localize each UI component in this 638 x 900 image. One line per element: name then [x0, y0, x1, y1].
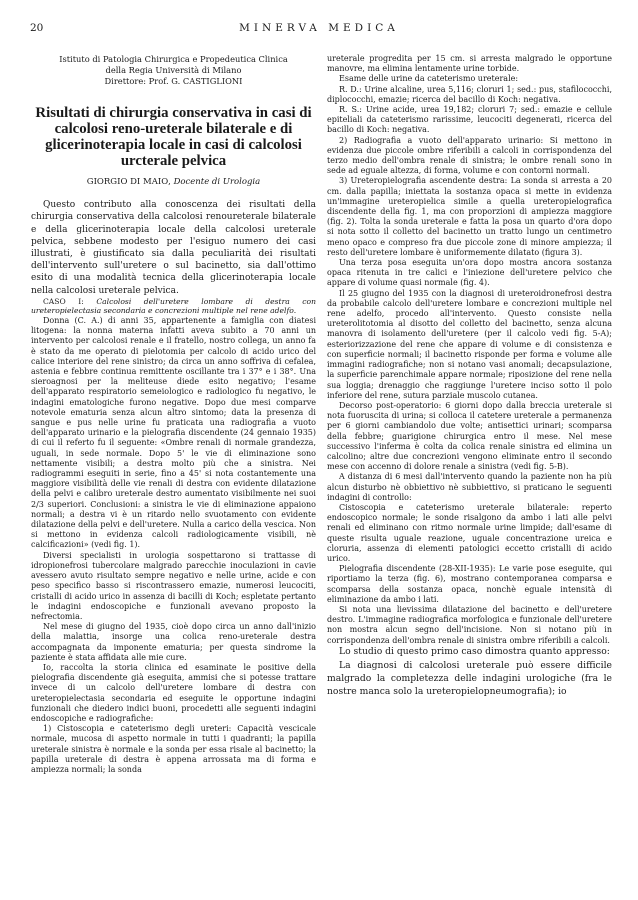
institution-block: [31, 54, 316, 87]
case-heading: [31, 297, 316, 316]
body-paragraph: Cistoscopia e cateterismo ureterale bilaterale: reperto endoscopico normale; le sonde risalgono da ambo i lati alle pelvi renali ed eliminano con ritmo normale urine limpide; dall'esame di queste risulta uguale reazione, uguale concentrazione ureica e cloruria, assenza di elementi patologici eccetto cristalli di acido urico.: [327, 502, 612, 563]
body-paragraph: 2) Radiografia a vuoto dell'apparato urinario: Si mettono in evidenza due piccole ombre riferibili a calcoli in corrispondenza del terzo medio dell'ombra renale di sinistra; le ombre renali sono in sede ad eguale altezza, di forma, volume e con contorni normali.: [327, 135, 612, 176]
page-number: 20: [30, 22, 44, 34]
body-paragraph: Pielografia discendente (28-XII-1935): Le varie pose eseguite, qui riportiamo la terza (fig. 6), mostrano contemporanea comparsa e scomparsa della sostanza opaca, nonchè eguale intensità di eliminazione da ambo i lati.: [327, 564, 612, 604]
body-paragraph: Io, raccolta la storia clinica ed esaminate le positive della pielografia discendente già eseguita, ammisi che si potesse trattare invece di un calcolo dell'uretere lombare di destra con ureteropielectasia secondaria ed eseguite le opportune indagini funzionali che diedero indici buoni, procedetti alle seguenti indagini endoscopiche e radiografiche:: [31, 662, 316, 723]
case-label: CASO I:: [43, 296, 84, 306]
body-paragraph: 3) Ureteropielografia ascendente destra: La sonda si arresta a 20 cm. dalla papilla; iniettata la sostanza opaca si mette in evidenza un'immagine ureteropielica simile a quella ureteropielografica discendente della fig. 1, ma con proporzioni di ampiezza maggiore (fig. 2). Tolta la sonda ureterale e fatta la posa un quarto d'ora dopo si nota sotto il colletto del bacinetto un tratto lungo un centimetro meno opaco e compreso fra due piccole zone di minore ampiezza; il resto dell'uretere lombare è uniformemente dilatato (figura 3).: [327, 176, 612, 257]
body-paragraph: R. S.: Urine acide, urea 19,182; cloruri 7; sed.: emazie e cellule epiteliali da cateterismo rarissime, leucociti degenerati, ricerca del bacillo di Koch: negativa.: [327, 105, 612, 135]
body-paragraph: 1) Cistoscopia e cateterismo degli ureteri: Capacità vescicale normale, mucosa di aspetto normale in tutti i quadranti; la papilla ureterale sinistra è normale e la sonda per essa risale al bacinetto; la papilla ureterale di destra è appena arrossata ma di forma e ampiezza normali; la sonda: [31, 724, 316, 774]
author-line: GIORGIO DI MAIO, Docente di Urologia: [86, 177, 261, 187]
case-title: Calcolosi dell'uretere lombare di destra con ureteropielectasia secondaria e concrezioni multiple nel rene adelfo.: [31, 296, 316, 316]
body-paragraph: Esame delle urine da cateterismo ureterale:: [339, 74, 519, 84]
article-title: Risultati di chirurgia conservativa in casi di calcolosi reno-ureterale bilaterale e di glicerinoterapia locale in casi di calcolosi urcterale pelvica: [35, 105, 312, 169]
left-column: [31, 54, 316, 775]
author-name: GIORGIO DI MAIO: [86, 177, 169, 187]
body-paragraph: ureterale progredita per 15 cm. si arresta malgrado le opportune manovre, ma elimina lentamente urine torbide.: [327, 54, 612, 74]
institution-line: Istituto di Patologia Chirurgica e Propedeutica Clinica: [59, 54, 288, 64]
body-paragraph: Nel mese di giugno del 1935, cioè dopo circa un anno dall'inizio della malattia, insorge una colica reno-ureterale destra accompagnata da imponente ematuria; per questa sindrome la paziente è stata affidata alle mie cure.: [31, 622, 316, 662]
body-paragraph: Diversi specialisti in urologia sospettarono si trattasse di idropionefrosi tubercolare malgrado parecchie inoculazioni in cavie avessero avuto risultato sempre negativo e nelle urine, acide e con peso specifico basso si riscontrassero emazie, numerosi leucociti, cristalli di acido urico in assenza di bacilli di Koch; espletate pertanto le indagini endoscopiche e funzionali avevano proposto la nefrectomia.: [31, 550, 316, 621]
body-paragraph: R. D.: Urine alcaline, urea 5,116; clorurі 1; sed.: pus, stafilococchi, diplococchi, emazie; ricerca del bacillo di Koch: negativa.: [327, 84, 612, 104]
author-role: Docente di Urologia: [173, 177, 261, 187]
body-paragraph: Il 25 giugno del 1935 con la diagnosi di ureteroidronefrosi destra da probabile calcolo dell'uretere lombare e concrezioni multiple nel rene adelfo, procedo all'intervento. Questo consiste nella ureterolitotomia al disotto del colletto del bacinetto, senza alcuna manovra di isolamento dell'uretere (per il calcolo vedi fig. 5-A); esteriorizzazione del rene che appare di volume e di consistenza e con superficie normali; il bacinetto risponde per forma e volume alle immagini radiografiche; non si notano vasi anomali; decapsulazione, la superficie parenchimale appare normale; riposizione del rene nella sua loggia; drenaggio che raggiunge l'uretere inciso sotto il polo inferiore del rene, sutura parziale muscolo cutanea.: [327, 288, 612, 400]
intro-paragraph: Questo contributo alla conoscenza dei risultati della chirurgia conservativa della calcolosi renoureterale bilaterale e della glicerinoterapia locale della calcolosi ureterale pelvica, sebbene modesto per l'esiguo numero dei casi illustrati, è giustificato sia dalla peculiarità dei risultati dell'intervento sull'uretere o sul bacinetto, sia dall'ottimo esito di una modalità tecnica della glicerinoterapia locale nella calcolosi ureterale pelvica.: [31, 200, 316, 296]
journal-title: MINERVA MEDICA: [239, 22, 399, 34]
conclusion-lead: Lo studio di questo primo caso dimostra quanto appresso:: [339, 645, 610, 657]
body-paragraph: A distanza di 6 mesi dall'intervento quando la paziente non ha più alcun disturbo nè obbiettivo nè subbiettivo, si praticano le seguenti indagini di controllo:: [327, 472, 612, 502]
body-paragraph: Donna (C. A.) di anni 35, appartenente a famiglia con diatesi litogena: la nonna materna infatti aveva subito a 70 anni un intervento per calcolosi renale e il fratello, nostro collega, un anno fa è stato da me operato di pielotomia per calcolo di acido urico del calice interiore del rene sinistro; da circa un anno soffriva di cefalea, astenia e febbre continua remittente oscillante tra i 37° e i 38°. Una sieroagnosi per la meliteuse diede esito negativo; l'esame dell'apparato respiratorio semeiologico e radiologico fu negativo, le indagini ematologiche furono negative. Dopo due mesi comparve notevole ematuria senza alcun altro sintomo; data la presenza di sangue e pus nelle urine fu praticata una radiografia a vuoto dell'apparato urinario e la pielografia discendente (24 gennaio 1935) di cui il referto fu il seguente: «Ombre renali di normale grandezza, uguali, in sede normale. Dopo 5' le vie di eliminazione sono nettamente visibili; a destra molto più che a sinistra. Nei radiogrammi eseguiti in serie, fino a 45' si nota costantemente una maggiore visibilità delle vie renali di destra con evidente dilatazione della pelvi e calibro ureterale destro aumentato visibilmente nei suoi 2/3 superiori. Conclusioni: a sinistra le vie di eliminazione appaiono normali; a destra vi è un ritardo nello svuotamento con evidente dilatazione della pelvi e dell'uretere. Nulla a carico della vescica. Non si mettono in evidenza calcoli radiologicamente visibili, nè calcificazioni» (vedi fig. 1).: [31, 316, 316, 550]
conclusion-paragraph: La diagnosi di calcolosi ureterale può essere difficile malgrado la completezza delle indagini urologiche (fra le nostre manca solo la ureteropielopneumografia); io: [327, 660, 612, 697]
institution-line: Direttore: Prof. G. CASTIGLIONI: [104, 76, 243, 86]
body-paragraph: Una terza posa eseguita un'ora dopo mostra ancora sostanza opaca ritenuta in tre calici e l'iniezione dell'uretere pelvico che appare di volume quasi normale (fig. 4).: [327, 258, 612, 288]
body-paragraph: Si nota una lievissima dilatazione del bacinetto e dell'uretere destro. L'immagine radiografica morfologica e funzionale dell'uretere non mostra alcun segno dell'incisione. Non si notano più in corrispondenza dell'ombra renale di sinistra ombre riferibili a calcoli.: [327, 604, 612, 645]
institution-line: della Regia Università di Milano: [105, 65, 242, 75]
right-column: [327, 54, 612, 698]
body-paragraph: Decorso post-operatorio: 6 giorni dopo dalla breccia ureterale si nota fuoruscita di urina; si colloca il catetere ureterale a permanenza per 6 giorni cambiandolo due volte; antisettici urinari; scomparsa della febbre; guarigione chirurgica entro il mese. Nel mese successivo l'inferma è colta da colica renale sinistra ed elimina un calcolino; altre due concrezioni vengono eliminate entro il secondo mese con accenno di dolore renale a sinistra (vedi fig. 5-B).: [327, 400, 612, 472]
running-header: [30, 22, 608, 38]
